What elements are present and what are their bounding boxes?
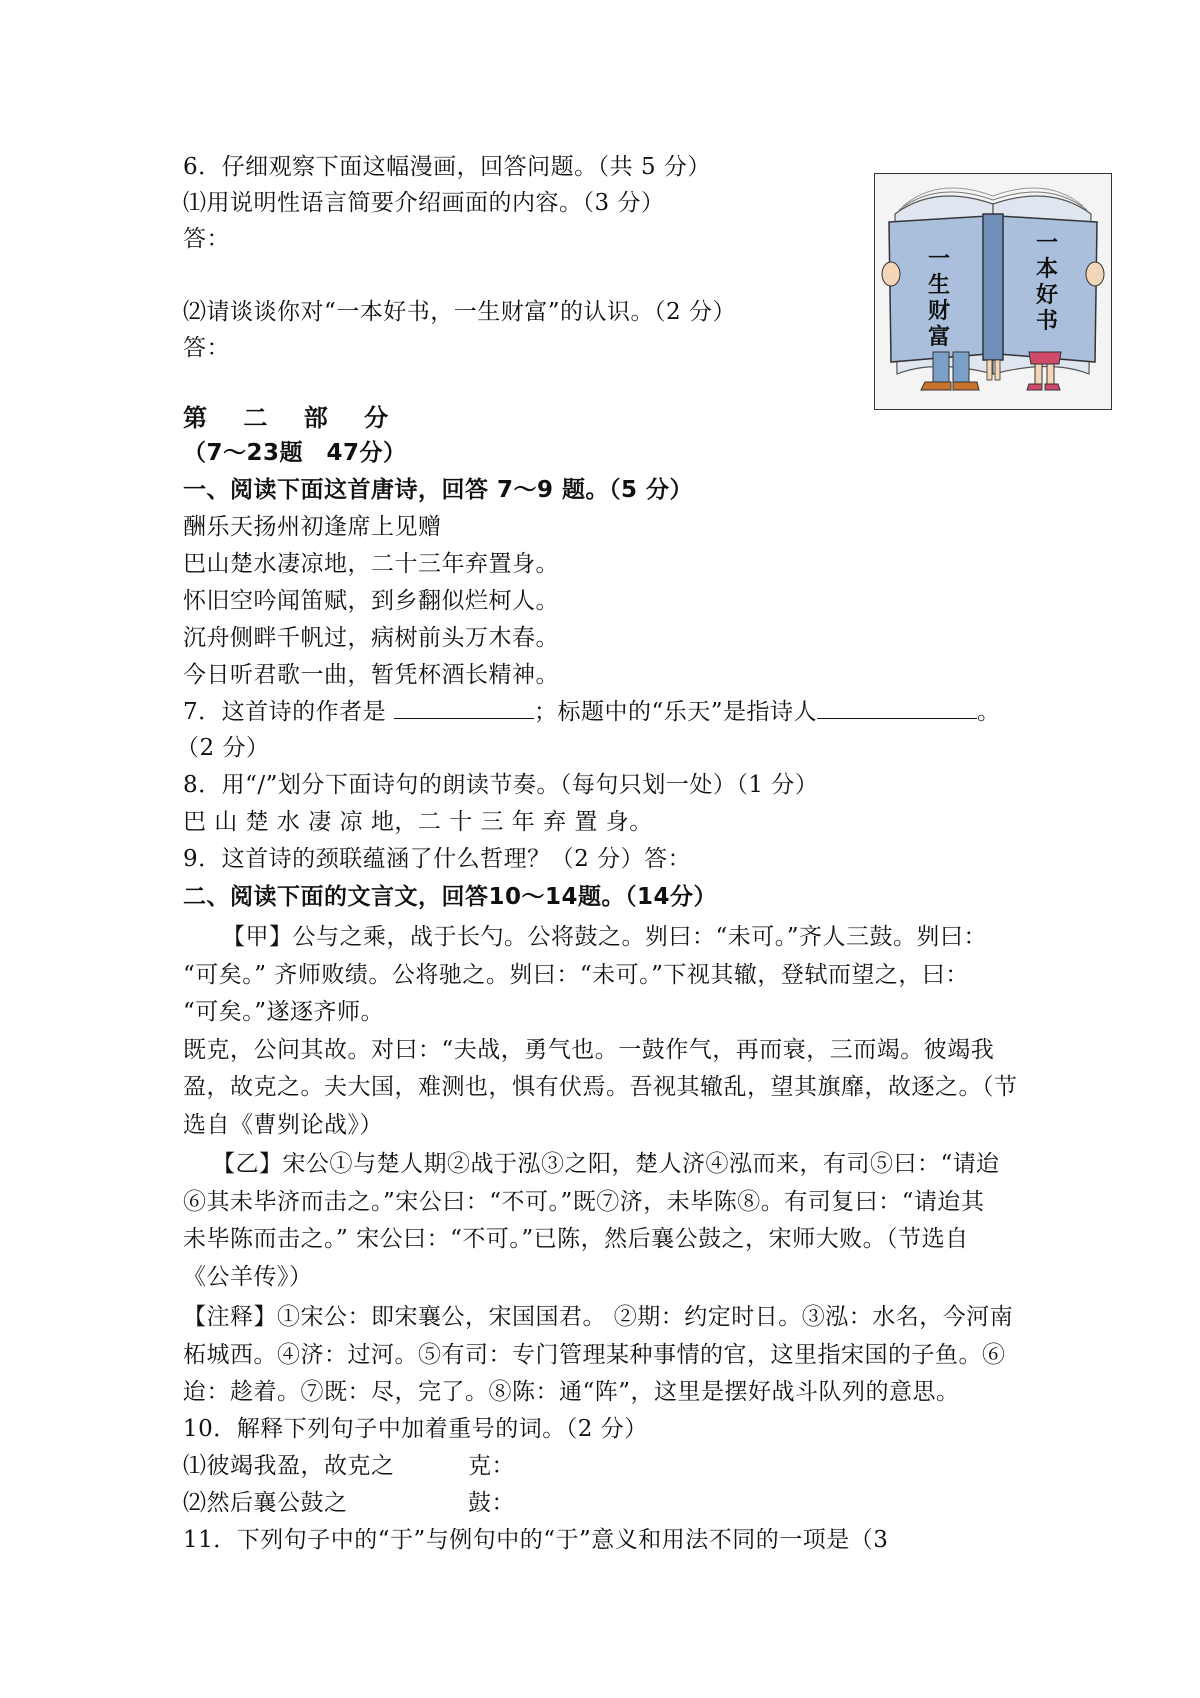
text-jia-line-4: 既克，公问其故。对曰：“夫战，勇气也。一鼓作气，再而衰，三而竭。彼竭我 — [183, 1037, 995, 1063]
q6-answer2: 答： — [183, 335, 230, 361]
q7-score: （2 分） — [176, 735, 270, 761]
cartoon-left-char-3: 财 — [927, 299, 951, 324]
text-yi-line-1: 【乙】宋公①与楚人期②战于泓③之阳，楚人济④泓而来，有司⑤曰：“请迨 — [212, 1151, 1000, 1177]
text-yi-line-4: 《公羊传》） — [183, 1264, 313, 1290]
text-jia-line-2: “可矣。” 齐师败绩。公将驰之。刿曰：“未可。”下视其辙，登轼而望之，曰： — [183, 962, 969, 988]
part2-range: （7～23题 47分） — [183, 440, 407, 466]
text-jia-line-1: 【甲】公与之乘，战于长勺。公将鼓之。刿曰：“未可。”齐人三鼓。刿曰： — [222, 924, 988, 950]
q8: 8．用“/”划分下面诗句的朗读节奏。（每句只划一处）（1 分） — [183, 772, 819, 798]
q6-title: 6．仔细观察下面这幅漫画，回答问题。（共 5 分） — [183, 154, 711, 180]
text-jia-line-6: 选自《曹刿论战》） — [183, 1112, 383, 1138]
cartoon-right-char-4: 书 — [1035, 309, 1059, 334]
cartoon-right-char-3: 好 — [1035, 283, 1059, 308]
q7-poet-blank[interactable] — [817, 696, 977, 719]
q9: 9．这首诗的颈联蕴涵了什么哲理？（2 分）答： — [183, 846, 692, 872]
q10: 10．解释下列句子中加着重号的词。（2 分） — [183, 1416, 648, 1442]
text-yi-line-2: ⑥其未毕济而击之。”宋公曰：“不可。”既⑦济，未毕陈⑧。有司复曰：“请迨其 — [183, 1189, 985, 1215]
q7-text-c: 。 — [976, 699, 1001, 725]
cartoon-right-char-1: 一 — [1035, 231, 1059, 256]
q10-item-1-answer: 克： — [468, 1453, 515, 1479]
q10-item-2-answer: 鼓： — [468, 1490, 515, 1516]
poem-line-1: 巴山楚水凄凉地，二十三年弃置身。 — [183, 551, 559, 577]
section2-heading: 二、阅读下面的文言文，回答10～14题。（14分） — [183, 884, 718, 910]
q6-sub2: ⑵请谈谈你对“一本好书，一生财富”的认识。（2 分） — [183, 299, 736, 325]
q7-author-blank[interactable] — [394, 696, 534, 719]
q7-text-a: 7．这首诗的作者是 — [183, 699, 394, 725]
cartoon-left-char-2: 生 — [927, 273, 951, 298]
book-cartoon-image — [874, 173, 1112, 410]
note-line-3: 迨：趁着。⑦既：尽，完了。⑧陈：通“阵”，这里是摆好战斗队列的意思。 — [183, 1379, 960, 1405]
q6-sub1: ⑴用说明性语言简要介绍画面的内容。（3 分） — [183, 190, 665, 216]
text-yi-line-3: 未毕陈而击之。” 宋公曰：“不可。”已陈，然后襄公鼓之，宋师大败。（节选自 — [183, 1226, 969, 1252]
cartoon-right-char-2: 本 — [1035, 257, 1059, 282]
note-line-2: 柘城西。④济：过河。⑤有司：专门管理某种事情的官，这里指宋国的子鱼。⑥ — [183, 1342, 1006, 1368]
poem-title: 酬乐天扬州初逢席上见赠 — [183, 514, 442, 540]
cartoon-left-char-1: 一 — [927, 247, 951, 272]
cartoon-left-char-4: 富 — [927, 325, 951, 350]
q7-text-b: ；标题中的“乐天”是指诗人 — [533, 699, 817, 725]
part2-heading: 第 二 部 分 — [183, 404, 403, 432]
poem-line-2: 怀旧空吟闻笛赋，到乡翻似烂柯人。 — [183, 588, 559, 614]
text-jia-line-3: “可矣。”遂逐齐师。 — [183, 999, 385, 1025]
q11: 11．下列句子中的“于”与例句中的“于”意义和用法不同的一项是（3 — [183, 1527, 889, 1553]
poem-line-3: 沉舟侧畔千帆过，病树前头万木春。 — [183, 625, 559, 651]
text-jia-line-5: 盈，故克之。夫大国，难测也，惧有伏焉。吾视其辙乱，望其旗靡，故逐之。（节 — [183, 1074, 1018, 1100]
q10-item-1: ⑴彼竭我盈，故克之 — [183, 1453, 395, 1479]
section1-heading: 一、阅读下面这首唐诗，回答 7～9 题。（5 分） — [183, 477, 694, 503]
q8-poem-line: 巴 山 楚 水 凄 凉 地，二 十 三 年 弃 置 身。 — [183, 809, 653, 835]
q6-answer1: 答： — [183, 226, 230, 252]
poem-line-4: 今日听君歌一曲，暂凭杯酒长精神。 — [183, 662, 559, 688]
q10-item-2: ⑵然后襄公鼓之 — [183, 1490, 348, 1516]
note-line-1: 【注释】①宋公：即宋襄公，宋国国君。 ②期：约定时日。③泓：水名，今河南 — [183, 1304, 1014, 1330]
q7 — [183, 695, 1000, 729]
